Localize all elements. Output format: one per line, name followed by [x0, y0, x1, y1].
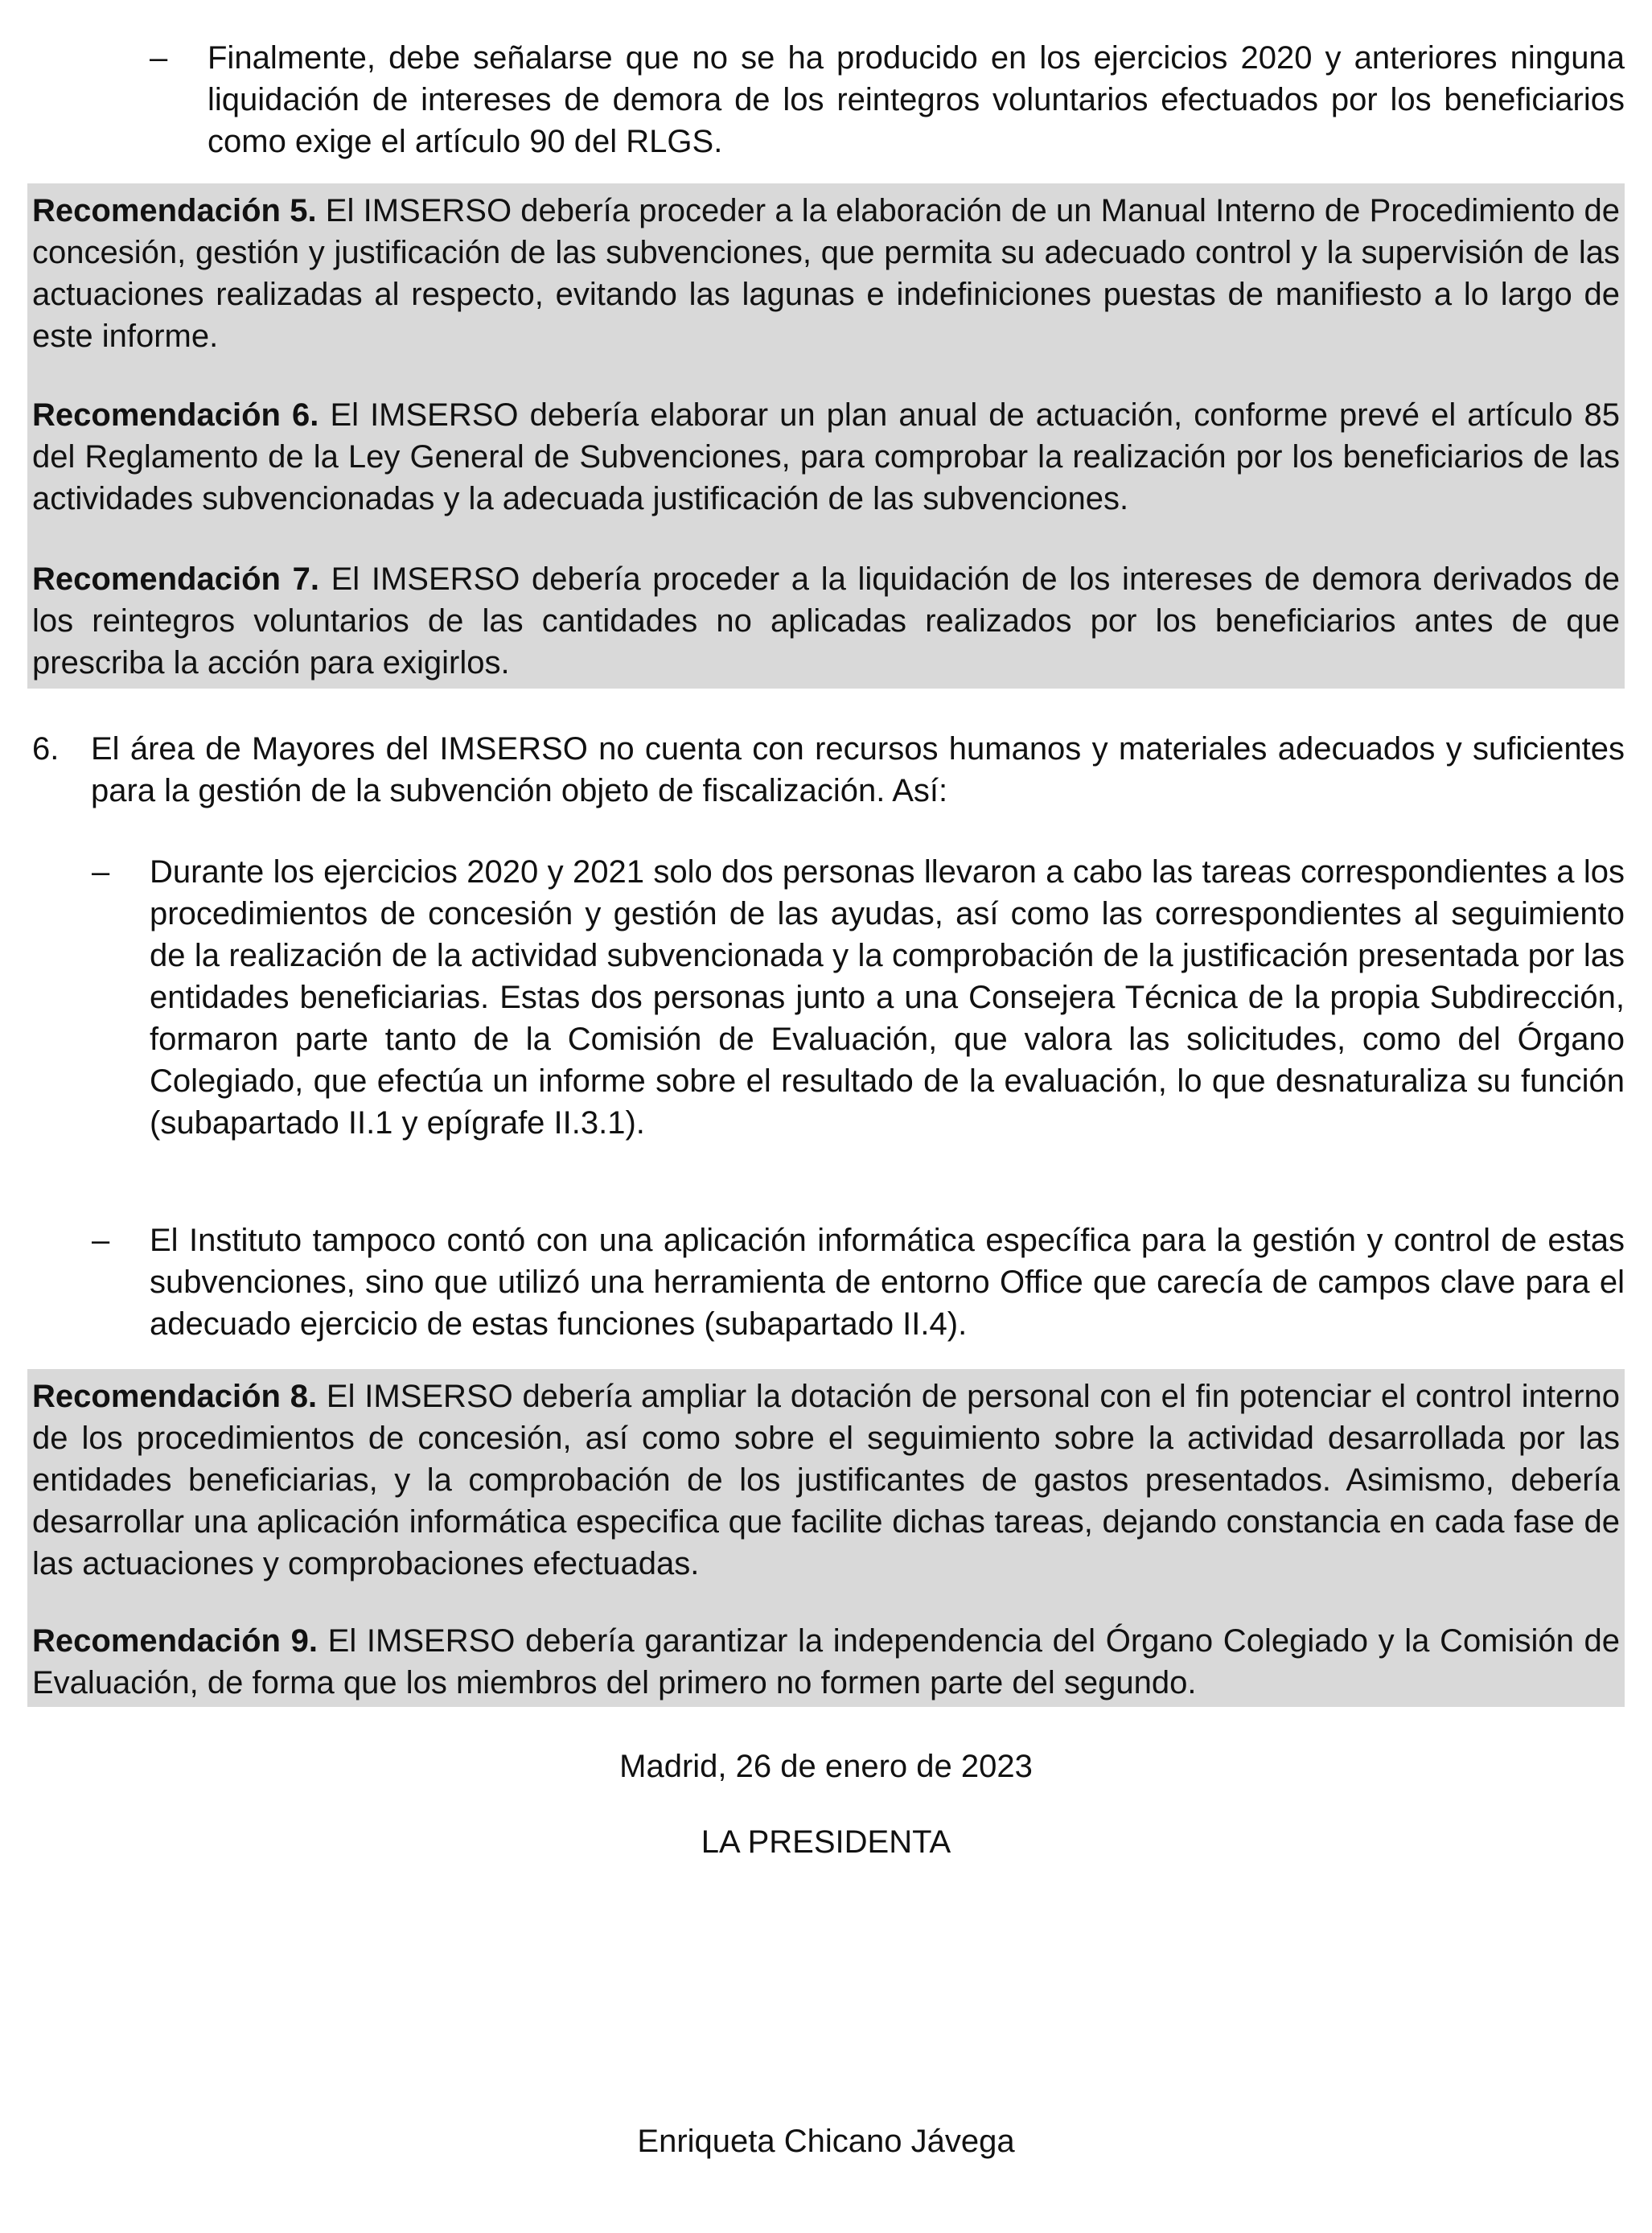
recommendation-label: Recomendación 9. — [32, 1623, 318, 1659]
recommendation-text: El IMSERSO debería elaborar un plan anual de actuación, conforme prevé el artículo 85 del Reglamento de la Ley General de Subvenciones, para comprobar la realización por los beneficiarios de las actividades subvencionadas y la adecuada justificación de las subvenciones. — [32, 397, 1621, 516]
finding-text: El área de Mayores del IMSERSO no cuenta con recursos humanos y materiales adecuados y suficientes para la gestión de la subvención objeto de fiscalización. Así: — [91, 731, 1625, 808]
recommendation-label: Recomendación 7. — [32, 561, 319, 597]
bullet-text: El Instituto tampoco contó con una aplicación informática específica para la gestión y control de estas subvenciones, sino que utilizó una herramienta de entorno Office que carecía de campos clave para el adecuado ejercicio de estas funciones (subapartado II.4). — [150, 1223, 1625, 1342]
recommendation-5 — [32, 190, 1620, 357]
recommendation-text: El IMSERSO debería ampliar la dotación de personal con el fin potenciar el control interno de los procedimientos de concesión, así como sobre el seguimiento sobre la actividad desarrollada por las entidades beneficiarias, y la comprobación de los justificantes de gastos presentados. Asimismo, debería desarrollar una aplicación informática especifica que facilite dichas tareas, dejando constancia en cada fase de las actuaciones y comprobaciones efectuadas. — [32, 1379, 1621, 1581]
signatory-role: LA PRESIDENTA — [701, 1824, 951, 1860]
recommendation-6 — [32, 394, 1620, 520]
finding-6 — [32, 728, 1625, 816]
place-date: Madrid, 26 de enero de 2023 — [619, 1749, 1033, 1784]
recommendation-label: Recomendación 5. — [32, 193, 317, 228]
bullet-dash: – — [92, 1223, 110, 1258]
recommendation-text: El IMSERSO debería garantizar la independencia del Órgano Colegiado y la Comisión de Evaluación, de forma que los miembros del primero no formen parte del segundo. — [32, 1623, 1620, 1700]
bullet-dash: – — [92, 854, 110, 890]
recommendation-9 — [32, 1620, 1620, 1704]
recommendations-box-2 — [27, 1369, 1625, 1707]
bullet-item-intereses — [150, 37, 1625, 166]
finding-number: 6. — [32, 731, 60, 767]
bullet-dash: – — [150, 40, 168, 76]
signatory-name: Enriqueta Chicano Jávega — [637, 2124, 1015, 2159]
recommendation-text: El IMSERSO debería proceder a la liquidación de los intereses de demora derivados de los reintegros voluntarios de las cantidades no aplicadas realizados por los beneficiarios antes de que prescriba la acción para exigirlos. — [32, 561, 1621, 681]
bullet-text: Durante los ejercicios 2020 y 2021 solo dos personas llevaron a cabo las tareas correspondientes a los procedimientos de concesión y gestión de las ayudas, así como las correspondientes al seguimiento de la realización de la actividad subvencionada y la comprobación de la justificación presentada por las entidades beneficiarias. Estas dos personas junto a una Consejera Técnica de la propia Subdirección, formaron parte tanto de la Comisión de Evaluación, que valora las solicitudes, como del Órgano Colegiado, que efectúa un informe sobre el resultado de la evaluación, lo que desnaturaliza su función (subapartado II.1 y epígrafe II.3.1). — [150, 854, 1625, 1141]
recommendation-7 — [32, 558, 1620, 684]
recommendation-text: El IMSERSO debería proceder a la elaboración de un Manual Interno de Procedimiento de concesión, gestión y justificación de las subvenciones, que permita su adecuado control y la supervisión de las actuaciones realizadas al respecto, evitando las lagunas e indefiniciones puestas de manifiesto a lo largo de este informe. — [32, 193, 1620, 354]
finding-6-bullet-1 — [92, 851, 1625, 1189]
recommendation-8 — [32, 1376, 1620, 1585]
recommendations-box-1 — [27, 183, 1625, 689]
finding-6-bullet-2 — [92, 1219, 1625, 1348]
recommendation-label: Recomendación 8. — [32, 1379, 318, 1414]
bullet-text: Finalmente, debe señalarse que no se ha producido en los ejercicios 2020 y anteriores ninguna liquidación de intereses de demora de los reintegros voluntarios efectuados por los beneficiarios como exige el artículo 90 del RLGS. — [208, 40, 1625, 159]
recommendation-label: Recomendación 6. — [32, 397, 319, 433]
